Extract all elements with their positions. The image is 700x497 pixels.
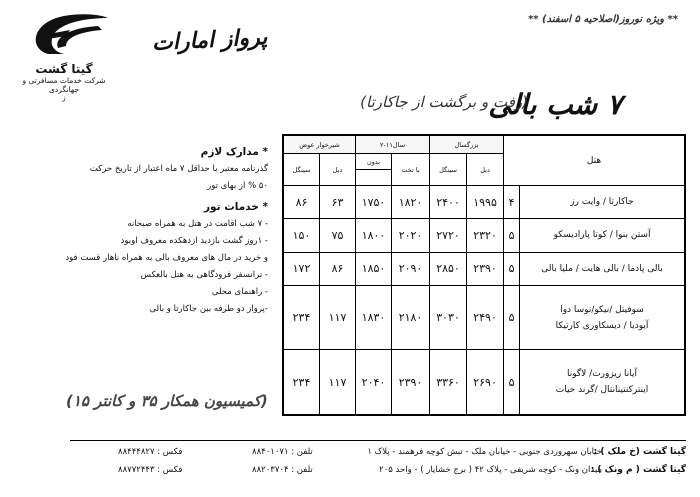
header-infant: شیرخوار عوض — [284, 136, 356, 154]
cell-inf-double: ۶۳ — [320, 186, 356, 219]
services-line: - راهنمای محلی — [211, 287, 268, 297]
cell-with-bed: ۲۰۹۰ — [392, 252, 430, 285]
cell-stars: ۵ — [504, 285, 520, 350]
cell-stars: ۴ — [504, 186, 520, 219]
flight-airline: پرواز امارات — [151, 24, 268, 57]
tour-route: (رفت و برگشت از جاکارتا) — [360, 93, 528, 111]
services-line: - ۷ شب اقامت در هتل به همراه صبحانه — [127, 219, 268, 229]
cell-inf-single: ۲۳۴ — [284, 350, 320, 415]
branch-address: میدان ونک - کوچه شریفی - پلاک ۴۲ ( برج خشایار ) - واحد ۲۰۵ — [379, 465, 602, 475]
cell-inf-double: ۱۱۷ — [320, 350, 356, 415]
cell-single: ۲۷۲۰ — [430, 219, 467, 252]
branch-tel: تلفن : ۸۸۴۰۱۰۷۱ — [252, 447, 313, 457]
header-infant-single: سینگل — [284, 154, 320, 186]
footer-branch-row — [70, 465, 686, 481]
cell-no-bed: ۲۰۴۰ — [356, 350, 392, 415]
cell-hotel: آستن بنوا / کوتا پارادیسکو — [520, 219, 685, 252]
header-no-bed: بدون — [356, 154, 392, 170]
company-logo — [18, 8, 110, 102]
header-spacer — [356, 170, 392, 186]
cell-inf-double: ۸۶ — [320, 252, 356, 285]
table-row — [284, 252, 685, 285]
branch-tel: تلفن : ۸۸۲۰۳۷۰۴ — [252, 465, 313, 475]
table-row — [284, 350, 685, 415]
table-row — [284, 219, 685, 252]
cell-inf-double: ۱۱۷ — [320, 285, 356, 350]
branch-name: گیتا گشت (خ ملک ) : — [593, 447, 686, 457]
cell-no-bed: ۱۸۵۰ — [356, 252, 392, 285]
cell-inf-single: ۲۳۴ — [284, 285, 320, 350]
header-infant-double: دبل — [320, 154, 356, 186]
header-hotel: هتل — [504, 136, 685, 186]
cell-double: ۲۶۹۰ — [467, 350, 504, 415]
cell-no-bed: ۱۷۵۰ — [356, 186, 392, 219]
cell-single: ۳۰۳۰ — [430, 285, 467, 350]
cell-stars: ۵ — [504, 219, 520, 252]
header-child: ۲-۱۱سال — [356, 136, 430, 154]
cell-inf-single: ۸۶ — [284, 186, 320, 219]
header-double: دبل — [467, 154, 504, 186]
cell-hotel — [520, 285, 685, 350]
documents-line: گذرنامه معتبر با حداقل ۷ ماه اعتبار از تاریخ حرکت — [89, 164, 268, 174]
services-line: و خرید در مال های معروف بالی به همراه ناهار قست فود — [65, 253, 268, 263]
hotel-line: اینترکنتینانتال /گرند حیات — [555, 385, 649, 396]
cell-no-bed: ۱۸۳۰ — [356, 285, 392, 350]
header-single: سینگل — [430, 154, 467, 186]
header-with-bed: با تخت — [392, 154, 430, 186]
tour-title: ۷ شب بالی — [488, 88, 622, 121]
commission-note: (کمیسیون همکار ۳۵ و کانتر ۱۵) — [66, 392, 268, 410]
cell-with-bed: ۲۱۸۰ — [392, 285, 430, 350]
company-name: گیتا گشت — [35, 62, 93, 76]
branch-fax: فکس : ۸۸۴۴۴۸۲۷ — [118, 447, 183, 457]
services-heading: * خدمات تور — [204, 201, 268, 213]
header-adult: بزرگسال — [430, 136, 504, 154]
cell-double: ۲۳۲۰ — [467, 219, 504, 252]
company-mark: ز — [62, 94, 66, 102]
cell-inf-double: ۷۵ — [320, 219, 356, 252]
cell-with-bed: ۱۸۲۰ — [392, 186, 430, 219]
company-tagline: شرکت خدمات مسافرتی و جهانگردی — [22, 76, 106, 94]
cell-double: ۱۹۹۵ — [467, 186, 504, 219]
tour-info — [65, 140, 268, 318]
cell-inf-single: ۱۵۰ — [284, 219, 320, 252]
cell-with-bed: ۲۰۲۰ — [392, 219, 430, 252]
table-row — [284, 186, 685, 219]
services-line: - ۱روز گشت بازدید ازدهکده معروف اوبود — [120, 236, 268, 246]
documents-heading: * مدارک لازم — [200, 146, 268, 158]
branch-name: گیتا گشت ( م ونک ) : — [590, 465, 686, 475]
hotel-line: آیودیا / دیسکاوری کارتیکا — [555, 320, 649, 331]
cell-hotel: جاکارتا / وایت رز — [520, 186, 685, 219]
price-table — [283, 135, 685, 415]
special-label: ** ویژه نوروز(اصلاحیه ۵ اسفند) ** — [528, 14, 678, 25]
cell-stars: ۵ — [504, 350, 520, 415]
cell-with-bed: ۲۳۹۰ — [392, 350, 430, 415]
cell-hotel: بالی پادما / بالی هایت / ملیا بالی — [520, 252, 685, 285]
hotel-line: آیانا ریزورت/ لاگونا — [567, 369, 638, 380]
cell-double: ۲۳۹۰ — [467, 252, 504, 285]
hotel-line: سوفیتل /نیکو/نوسا دوا — [560, 304, 644, 315]
table-row — [284, 285, 685, 350]
branch-fax: فکس : ۸۸۷۷۲۴۴۳ — [118, 465, 183, 475]
footer-branch-row — [70, 447, 686, 463]
price-table-wrapper — [282, 134, 686, 416]
services-line: -پرواز دو طرفه بین جاکارتا و بالی — [149, 304, 268, 314]
cell-inf-single: ۱۷۲ — [284, 252, 320, 285]
cell-hotel — [520, 350, 685, 415]
cell-single: ۲۸۵۰ — [430, 252, 467, 285]
cell-double: ۲۴۹۰ — [467, 285, 504, 350]
branch-address: خیابان سهروردی جنوبی - خیابان ملک - نبش کوچه فرهمند - پلاک ۱ — [367, 447, 602, 457]
cell-stars: ۵ — [504, 252, 520, 285]
services-line: - ترانسفر فرودگاهی به هتل بالعکس — [140, 270, 268, 280]
footer — [70, 440, 686, 475]
cell-single: ۳۳۶۰ — [430, 350, 467, 415]
logo-swoosh-icon — [18, 8, 110, 62]
cell-single: ۲۴۰۰ — [430, 186, 467, 219]
documents-line: ۵۰ % از بهای تور — [207, 181, 268, 191]
cell-no-bed: ۱۸۰۰ — [356, 219, 392, 252]
